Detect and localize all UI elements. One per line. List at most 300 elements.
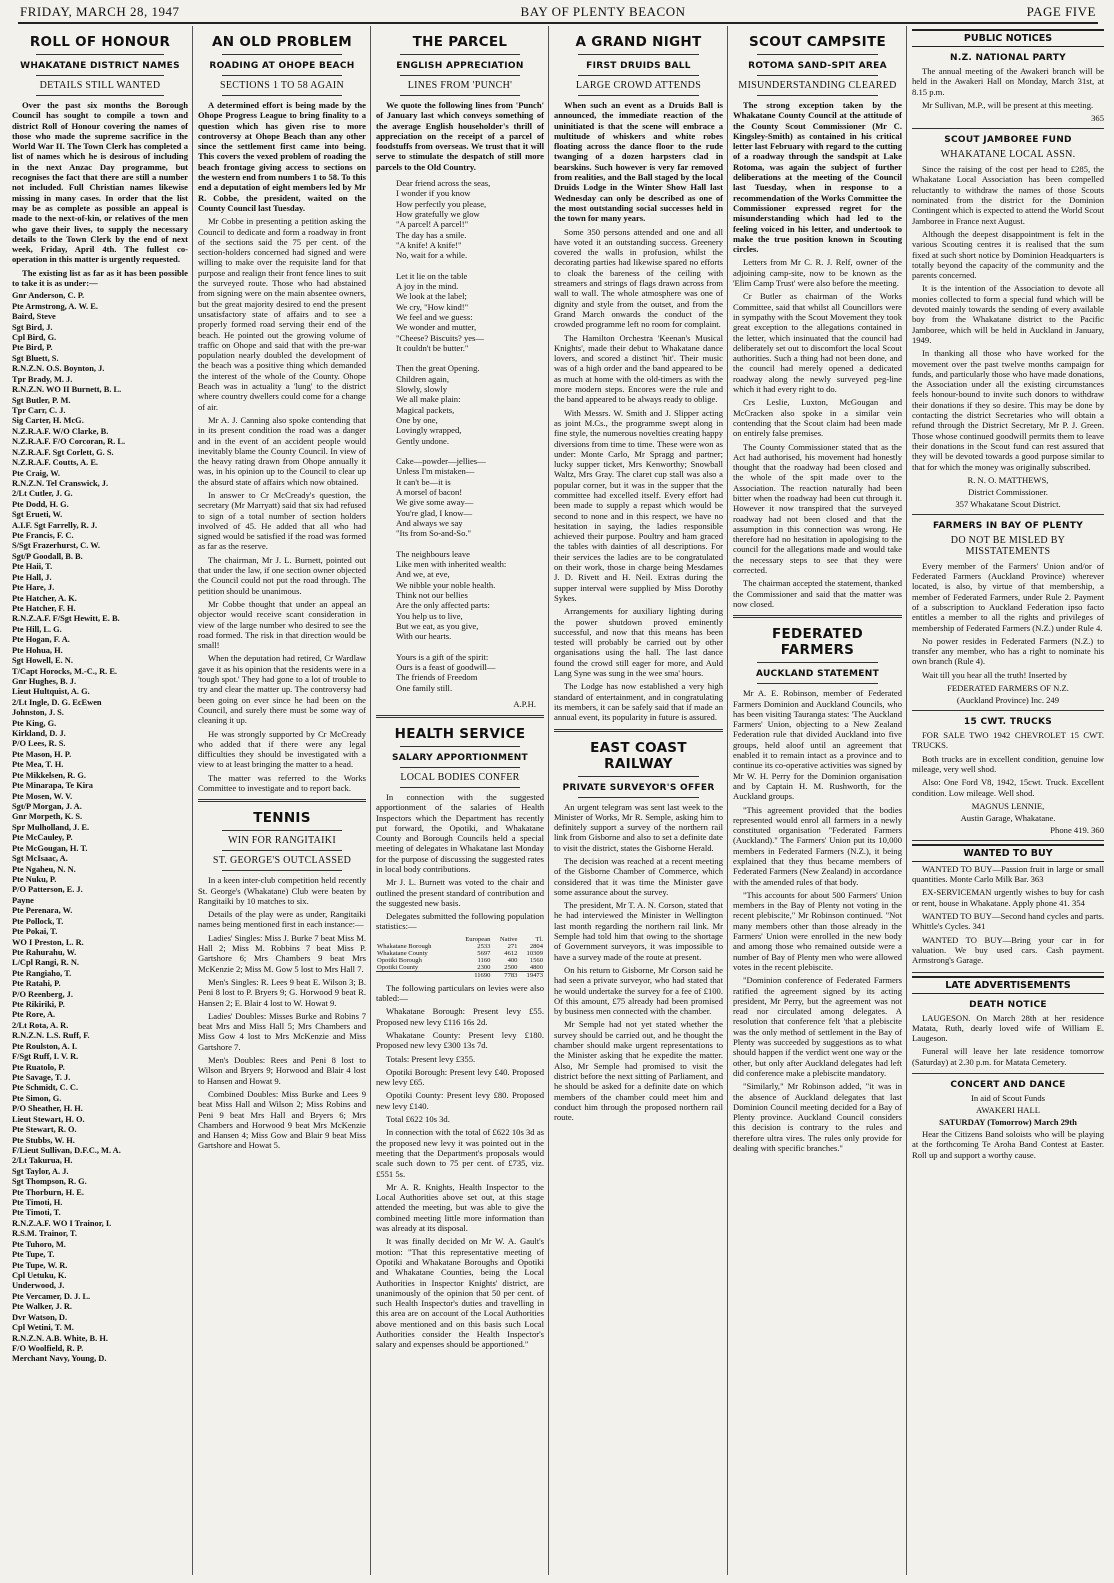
notice-body (912, 561, 1104, 680)
honour-name: Pte Ngaheu, N. N. (12, 864, 76, 874)
article-subhead: MISUNDERSTANDING CLEARED (738, 80, 897, 91)
article-title: AN OLD PROBLEM (212, 34, 352, 50)
article-subhead: ROADING AT OHOPE BEACH (209, 61, 355, 71)
notice-head: N.Z. NATIONAL PARTY (950, 53, 1066, 63)
honour-name: Gnr Morpeth, K. S. (12, 812, 83, 822)
honour-name: N.Z.R.A.F. Coutts, A. E. (12, 458, 99, 468)
divider (222, 830, 342, 831)
notice-head: 15 CWT. TRUCKS (963, 717, 1053, 728)
article-paragraph: Arrangements for auxiliary lighting during the power shutdown proved eminently successful, and now that this means has been tested will probably be carried out by other organisations using the hall. The last dance found the crowd still eager for more, and Auld Lang Syne was sung in the wee sma' hours. (554, 606, 723, 679)
article-subhead: DETAILS STILL WANTED (39, 80, 161, 91)
signature: A.P.H. (513, 698, 536, 709)
honour-name: Spr Mulholland, J. E. (12, 822, 90, 832)
article-paragraph: Ladies' Singles: Miss J. Burke 7 beat Miss M. Hall 2; Miss M. Robbins 7 beat Miss P. Gartshore 6; Mrs Chambers 9 beat Mrs McKenzie 2; Miss M. Gow 5 lost to Mrs Hall 7. (198, 932, 366, 974)
article-paragraph: WANTED TO BUY—Bring your car in for valuation. We buy used cars. Cash payment. Armstrong's Garage. (912, 934, 1104, 966)
honour-name: Pte Mason, H. P. (12, 749, 72, 759)
honour-name: Pte Walker, J. R. (12, 1302, 73, 1312)
honour-name: Sgt Erueti, W. (12, 510, 63, 520)
honour-name: Merchant Navy, Young, D. (12, 1354, 107, 1364)
table-cell: 2533 (477, 942, 491, 950)
article-body (733, 688, 902, 1153)
honour-name: R.N.Z.A.F. F/Sgt Hewitt, E. B. (12, 614, 120, 624)
article-paragraph: The existing list as far as it has been possible to take it is as under:— (12, 267, 188, 289)
article-paragraph: Since the raising of the cost per head to £285, the Whakatane Local Association has been compelled reluctantly to withdraw the names of those Scouts nominated from the district for the Dominion Contingent which is expected to attend the World Scout Jamboree in France next August. (912, 164, 1104, 226)
table-cell: 1560 (529, 956, 543, 964)
article-title: EAST COAST RAILWAY (590, 739, 687, 772)
honour-name: Sgt Taylor, A. J. (12, 1166, 69, 1176)
divider (757, 95, 878, 96)
article-paragraph: Cr Butler as chairman of the Works Committee, said that whilst all Councillors were in sympathy with the Scout Movement they took great exception to the allegations contained in the letter, which insinuated that the council had deliberately set out to discomfort the local Scout authorities. Such a thing had not been done, and the council had merely opened a dedicated roadway along the newly surveyed peg-line which it had every right to do. (733, 291, 902, 395)
honour-name: Pte Minarapa, Te Kira (12, 781, 93, 791)
column-grand-night (550, 26, 727, 1577)
honour-name: Tpr Brady, M. J. (12, 374, 73, 384)
article-body (554, 227, 723, 723)
article-subhead: PRIVATE SURVEYOR'S OFFER (562, 782, 715, 793)
article-subhead: LINES FROM 'PUNCH' (407, 80, 513, 91)
honour-name: Pte Mosen, W. V. (12, 791, 73, 801)
honour-name: Pte Dodd, H. G. (12, 499, 69, 509)
poem: Dear friend across the seas, I wonder if you know How perfectly you please, How gratefully we glow "A parcel! A parcel!" The day has a smile. "A knife! A knife!" No, wait for a while. Let it lie on the table A joy in the mind. We look at the label; We cry, "How kind!" We feel and we guess: We wonder and mutter, "Cheese? Biscuits? yes— It couldn't be butter." Then the great Opening. Children again, Slowly, slowly We all make plain: Magical packets, One by one, Lovingly wrapped, Gently undone. Cake—powder—jellies— Unless I'm mistaken— It can't be—it is A morsel of bacon! We give some away— You're glad, I know— And always we say "Its from So-and-So." The neighbours leave Like men with inherited wealth: And we, at eve, We nibble your noble health. Think not our bellies Are the only affected parts: You help us to live, But we eat, as you give, With our hearts. Yours is a gift of the spirit: Ours is a feast of goodwill— The friends of Freedom One family still. (396, 178, 507, 693)
table-total-row (376, 971, 544, 979)
divider (578, 95, 699, 96)
honour-name: Pte Hogan, F. A. (12, 635, 70, 645)
divider (222, 75, 342, 76)
article-paragraph: No power resides in Federated Farmers (N.Z.) to transfer any member, who has a right to nominate his own branch (Rule 4). (912, 635, 1104, 667)
notice-text: Funeral will leave her late residence tomorrow (Saturday) at 2.30 p.m. for Matata Cemetery. (912, 1046, 1104, 1067)
divider (757, 75, 878, 76)
article-paragraph: He was strongly supported by Cr McCready who added that if there were any legal difficulties they should be investigated with a view to at least bringing the matter to a head. (198, 728, 366, 770)
table-header-cell: Native (499, 935, 518, 943)
masthead-page: PAGE FIVE (1026, 4, 1096, 19)
article-paragraph: WANTED TO BUY—Second hand cycles and parts. Whittle's Cycles. 341 (912, 911, 1104, 932)
article-paragraph: Crs Leslie, Luxton, McGougan and McCracken also spoke in a similar vein contending that the Scout claim had been made on entirely false premises. (733, 397, 902, 439)
divider (36, 95, 164, 96)
honour-name: Pte Haii, T. (12, 562, 53, 572)
article-paragraph: It is the intention of the Association to devote all monies collected to form a special fund which will be devoted mainly towards the sending of every available boy from the Whakatane district to the Pacific Jamboree, which will be held in Auckland in January, 1949. (912, 283, 1104, 345)
table-cell: 400 (507, 956, 518, 964)
article-title: SCOUT CAMPSITE (748, 34, 887, 50)
column-public-notices (908, 26, 1108, 1577)
honour-name: R.S.M. Trainor, T. (12, 1229, 77, 1239)
table-row (376, 964, 544, 972)
article-body (554, 802, 723, 1123)
table-header (376, 936, 544, 943)
notice-signature: District Commissioner. (968, 486, 1048, 497)
honour-name: Pte Bird, P. (12, 343, 53, 353)
masthead-title: BAY OF PLENTY BEACON (520, 4, 686, 19)
article-subhead: SECTIONS 1 TO 58 AGAIN (219, 80, 345, 91)
article-paragraph: Mr Cobbe thought that under an appeal an objector would receive scant consideration in view of the large number who desired to see the road formed. The risk in that direction would be small! (198, 598, 366, 651)
notice-text: Also: One Ford V8, 1942, 15cwt. Truck. Excellent condition. Low mileage. Well shod. (912, 777, 1104, 798)
honour-name: Sgt Bluett, S. (12, 353, 59, 363)
honour-name: Pte Mea, T. H. (12, 760, 64, 770)
honour-name: P/O Reenberg, J. (12, 989, 73, 999)
notice-subhead: DO NOT BE MISLED BY MISSTATEMENTS (950, 534, 1066, 557)
honour-name: Payne (12, 895, 34, 905)
notice-trucks (912, 717, 1104, 841)
article-paragraph: Delegates submitted the following population statistics:— (376, 911, 544, 932)
honour-name: P/O Lees, R. S. (12, 739, 66, 749)
divider (757, 662, 878, 663)
divider (36, 75, 164, 76)
honour-name: Cpl Bird, G. (12, 333, 57, 343)
article-paragraph: An urgent telegram was sent last week to the Minister of Works, Mr R. Semple, asking him to definitely support a survey of the northern rail link from Gisborne and also to set a definite date to visit the district, states the Gisborne Herald. (554, 801, 723, 853)
article-paragraph: The decision was reached at a recent meeting of the Gisborne Chamber of Commerce, which considered that it was time the Minister gave some assurance about the survey. (554, 856, 723, 897)
article-subhead: LOCAL BODIES CONFER (400, 771, 520, 783)
article-paragraph: Although the deepest disappointment is felt in the various Scouting centres it is realised that the sum fixed at such short notice by Dominion Headquarters is totally beyond the capacity of the community and the parents concerned. (912, 228, 1104, 281)
notice-text: LAUGESON. On March 28th at her residence Matata, Ruth, dearly loved wife of William E. Laugeson. (912, 1012, 1104, 1044)
notice-number: 365 (1091, 113, 1104, 124)
divider (400, 746, 520, 747)
divider (578, 797, 699, 798)
article-subhead: AUCKLAND STATEMENT (755, 669, 880, 680)
table-header-cell: Tl. (535, 935, 543, 943)
article-paragraph: Letters from Mr C. R. J. Relf, owner of the adjoining camp-site, now to be known as the 'Elim Camp Trust' were also before the meeting. (733, 257, 902, 289)
honour-name: Pte Hare, J. (12, 583, 55, 593)
article-subhead: ROTOMA SAND-SPIT AREA (748, 61, 887, 71)
honour-name: Pte Hohua, H. (12, 645, 63, 655)
notice-farmers (912, 521, 1104, 711)
honour-name: Pte Schmidt, C. C. (12, 1083, 79, 1093)
table-cell: Opotiki County (377, 963, 419, 971)
honour-name: Gnr Anderson, C. P. (12, 291, 85, 301)
honour-name: Pte Rikiriki, P. (12, 1000, 65, 1010)
article-body (198, 216, 366, 793)
notice-signature: MAGNUS LENNIE, (971, 800, 1045, 811)
divider (36, 54, 164, 55)
article-subhead: LARGE CROWD ATTENDS (575, 80, 702, 91)
honour-name: Sgt Bird, J. (12, 322, 53, 332)
honour-name: Pte Pollock, T. (12, 916, 64, 926)
honour-name: Pte Vercamer, D. J. L. (12, 1291, 91, 1301)
honour-name: Gnr Hughes, B. J. (12, 676, 77, 686)
article-paragraph: Whakatane County: Present levy £180. Proposed new levy £300 13s 7d. (376, 1029, 544, 1051)
notice-text: Both trucks are in excellent condition, genuine low mileage, very well shod. (912, 753, 1104, 774)
divider (222, 95, 342, 96)
divider (222, 870, 342, 871)
article-paragraph: "Dominion conference of Federated Farmers ratified the agreement signed by its acting president, Mr Perry, but the agreement was not read nor circulated among delegates. A resolution that conference felt 'that a plebiscite was the only method of settlement in the Bay of Plenty was succeeded by suggestions as to what should happen if the verdict went one way or the other, but only after Auckland delegates had left did conference make a plebiscite mandatory. (733, 975, 902, 1078)
article-paragraph: Totals: Present levy £355. (386, 1053, 476, 1064)
column-scout-campsite (729, 26, 906, 1577)
honour-name: F/O Woolfield, R. P. (12, 1343, 84, 1353)
table-row (376, 943, 544, 950)
honour-name: Kirkland, D. J. (12, 729, 66, 739)
article-paragraph: When the deputation had retired, Cr Wardlaw gave it as his opinion that the residents were in a 'tough spot.' They had gone to a lot of trouble to try and clear the matter up. The controversy had been going on ever since he had been on the Council, and surely there must be some way of cleaning it up. (198, 653, 366, 726)
notice-head: SCOUT JAMBOREE FUND (944, 135, 1072, 146)
divider (578, 54, 699, 55)
column-the-parcel (372, 26, 548, 1577)
honour-name: Sgt Butler, P. M. (12, 395, 71, 405)
article-paragraph: The County Commissioner stated that as the Act had authorised, his movement had honestly thought that the roadway had been closed and the whole of the spit made over to the Association. The reaction naturally had been bitter when the roadway had been cut through it. However it now transpired that the surveyed roadway had not been closed and that the assumption in this connection was wrong. He therefore had no hesitation in apologising to the council for the allegations made and would take the necessary steps to see that they were corrected. (733, 441, 902, 576)
article-paragraph: The following particulars on levies were also tabled:— (376, 982, 544, 1004)
article-paragraph: Details of the play were as under, Rangitaiki names being mentioned first in each instance:— (198, 909, 366, 930)
notice-head: FARMERS IN BAY OF PLENTY (932, 520, 1084, 531)
article-paragraph: Men's Doubles: Rees and Peni 8 lost to Wilson and Bryers 9; Horwood and Blair 4 lost to Hansen and Howat 9. (198, 1055, 366, 1086)
article-paragraph: The president, Mr T. A. N. Corson, stated that he had interviewed the Minister in Wellington last month regarding the northern rail link. Mr Semple had told him that owing to the shortage of Government surveyors, it was impossible to have a survey made of the route at present. (554, 900, 723, 962)
divider (554, 729, 723, 732)
article-title: FEDERATED FARMERS (771, 626, 863, 659)
article-lead: When such an event as a Druids Ball is announced, the immediate reaction of the uninitiated is that the scene will embrace a multitude of whiskers and white robes floating across the dance floor to the rude twanging of a dozen harpsters clad in bearskins. Such however is very far removed from realities, and the Ball staged by the local Druids Lodge in the Winter Show Hall last Wednesday can only be described as one of the most outstanding social successes held in the town for many years. (554, 100, 723, 224)
honour-name: R.N.Z.N. WO II Burnett, B. L. (12, 385, 122, 395)
honour-name: Pte Tuhoro, M. (12, 1239, 66, 1249)
notice-national-party (912, 53, 1104, 129)
table-cell: Opotiki Borough (377, 956, 422, 964)
honour-name: N.Z.R.A.F. W/O Clarke, B. (12, 426, 109, 436)
notice-signature: Phone 419. 360 (1050, 824, 1104, 835)
honour-name: Sgt/P Morgan, J. A. (12, 802, 82, 812)
article-paragraph: Total £622 10s 3d. (386, 1114, 450, 1125)
honour-name: Pte Simon, G. (12, 1093, 62, 1103)
honour-name: Pte Armstrong, A. W. E. (12, 301, 98, 311)
notice-concert (912, 1080, 1104, 1160)
article-paragraph: With Messrs. W. Smith and J. Slipper acting as joint M.Cs., the programme swept along in fine style, the numerous novelties creating happy diversions from time to time. These were won as under: Monte Carlo, Mr Spragg and partner; lucky supper ticket, Mrs Kenworthy; Snowball Waltz, Mrs Gray. The claret cup stall was also a popular corner, but it was in the supper that the committee had excelled itself. Every effort had been made to supply a repast which would be second to none and in this respect, we have no hesitation in saying, the ladies responsible achieved their purpose. Poultry and ham graced the tables with dainties of all descriptions. For their services the ladies are to be congratulated on their work, those in charge being Mesdames J. D. Rivett and H. Neil. Extras during the supper interval were supplied by Miss Dorothy Sykes. (554, 407, 723, 603)
article-title: THE PARCEL (412, 34, 508, 50)
honour-name: Cpl Wetini, T. M. (12, 1323, 74, 1333)
honour-name: Johnston, J. S. (12, 708, 64, 718)
article-paragraph: Mr Semple had not yet stated whether the survey should be carried out, and he thought the chamber should make urgent representations to the Minister asking that he expedite the matter. Also, Mr Semple had promised to visit the district before the next sitting of Parliament, and he should be asked for a definite date on which members of the chamber could meet him and conduct him through the proposed northern rail route. (554, 1019, 723, 1123)
article-body (376, 983, 544, 1350)
honour-name: Pte Timoti, T. (12, 1208, 61, 1218)
table-header-cell: European (465, 935, 491, 943)
table-cell: 5697 (477, 949, 491, 957)
article-paragraph: The chairman, Mr J. L. Burnett, pointed out that under the law, if one section owner objected the Council could not put the road through. The petition should be unanimous. (198, 554, 366, 596)
divider (198, 799, 366, 802)
article-paragraph: In answer to Cr McCready's question, the secretary (Mr Marryatt) said that six had refused to sign of a total number of section holders involved of 45. He added that all who had signed would be satisfied if the road was formed as far as the reserve. (198, 489, 366, 552)
notice-text: Hear the Citizens Band soloists who will be playing at the forthcoming Te Aroha Band Contest at Easter. Roll up and support a worthy cause. (912, 1129, 1104, 1160)
honour-name: Sig Carter, H. McG. (12, 416, 84, 426)
honour-name: T/Capt Horocks, M.-C., R. E. (12, 666, 117, 676)
honour-name: Pte Nuku, P. (12, 874, 57, 884)
honour-name: Pte Pokai, T. (12, 927, 58, 937)
honour-name: P/O Sheather, H. H. (12, 1104, 83, 1114)
article-title: TENNIS (253, 810, 311, 827)
notice-wanted (912, 844, 1104, 973)
honour-name: Pte Hatcher, A. K. (12, 593, 77, 603)
masthead (20, 3, 1096, 21)
table-cell (376, 971, 454, 979)
article-paragraph: "Similarly," Mr Robinson added, "it was in the absence of Auckland delegates that last Dominion Council meeting decided for a Bay of Plenty province. Auckland Council considers this decision is contrary to the rules and therefore ultra vires. The rules only provide for dealing with specific branches." (733, 1081, 902, 1154)
honour-name: Dvr Watson, D. (12, 1312, 68, 1322)
honour-name: Pte Hatcher, F. H. (12, 604, 76, 613)
honour-name: Pte Hill, L. G. (12, 624, 62, 634)
honour-name: Sgt/P Goodall, B. B. (12, 551, 83, 561)
article-subhead: SALARY APPORTIONMENT (391, 752, 529, 763)
table-cell: Whakatane Borough (377, 942, 432, 950)
honour-name: Pte Tupe, T. (12, 1250, 55, 1260)
honour-name: 2/Lt Ingle, D. G. EcEwen (12, 697, 102, 707)
article-lead: A determined effort is being made by the Ohope Progress League to bring finality to a question which has given rise to more controversy at Ohope Beach than any other since the settlement first came into being. This covers the vexed problem of roading the beach frontage giving access to sections on the western end from numbers 1 to 58. To this end a deputation of eight members led by Mr R. Cobbe, the president, waited on the County Council last Tuesday. (198, 100, 366, 213)
honour-name: Pte Ratahi, P. (12, 979, 61, 989)
article-paragraph: The Hamilton Orchestra 'Keenan's Musical Knights', made their debut to Whakatane dance lovers, and scored a distinct 'hit'. Their music was of a high order and the band appeared to be as much at home with the old-timers as with the more modern steps. Encores were the rule and the band appeared to be always ready to oblige. (554, 332, 723, 405)
population-table (376, 936, 544, 979)
honour-name: Pte McGougan, H. T. (12, 843, 88, 853)
honour-name: N.Z.R.A.F. Sgt Corlett, G. S. (12, 447, 114, 457)
article-title: ROLL OF HONOUR (29, 34, 171, 50)
article-paragraph: Mr J. L. Burnett was voted to the chair and outlined the present standard of contribution and the suggested new basis. (376, 877, 544, 908)
notice-signature: Austin Garage, Whakatane. (960, 812, 1056, 823)
masthead-date: FRIDAY, MARCH 28, 1947 (20, 4, 180, 19)
honour-name: Pte Timoti, H. (12, 1198, 63, 1208)
honour-name: 2/Lt Cutler, J. G. (12, 489, 73, 499)
honour-name: Pte Ruatolo, P. (12, 1062, 65, 1072)
notice-subhead: DEATH NOTICE (969, 999, 1047, 1010)
article-paragraph: In connection with the total of £622 10s 3d as the proposed new levy it was pointed out in the meeting that the Department's proposals would scale such down to 75 per cent. of £735, viz. £551 5s. (376, 1127, 544, 1179)
section-title: PUBLIC NOTICES (912, 29, 1104, 47)
honour-name: Pte Rangiaho, T. (12, 968, 72, 978)
honour-name: Pte Mikkelsen, R. G. (12, 770, 86, 780)
table-cell: 271 (507, 942, 518, 950)
article-paragraph: In connection with the suggested apportionment of the salaries of Health Inspectors which the Department has recently put forward, the Opotiki, and Whakatane County and Borough Councils held a special meeting of delegates in Whakatane last Monday for the purpose of discussing the suggested rates in local body contributions. (376, 791, 544, 874)
article-paragraph: Over the past six months the Borough Council has sought to compile a town and district Roll of Honour covering the names of those who made the supreme sacrifice in the World War II. The Town Clerk has completed a list of names which he is desirous of including in the next Anzac Day programme, but recognises the fact that there are still a number not included. Full Christian names likewise missing in many cases. In order that the list may be as complete as possible an appeal is made to the next-of-kin, or relatives of the men who gave their lives, to supply the necessary details to the Town Clerk by the end of next week, Friday, April 4th. The fullest co-operation in this matter is urgently requested. (12, 100, 188, 265)
article-paragraph: In a keen inter-club competition held recently St. George's (Whakatane) Club were beaten by Rangitaiki by 10 matches to six. (198, 875, 366, 906)
column-roll-of-honour (8, 26, 192, 1577)
article-paragraph: Ladies' Doubles: Misses Burke and Robins 7 beat Mrs and Miss Hall 5; Mrs Chambers and Miss Gow 4 lost to Mrs McKenzie and Miss Gartshore 7. (198, 1010, 366, 1052)
honour-name: Sgt Howell, E. N. (12, 656, 73, 666)
divider (222, 850, 342, 851)
notice-text: The annual meeting of the Awakeri branch will be held in the Awakeri Hall on Monday, March 31st, at 8.15 p.m. (912, 66, 1104, 97)
divider (757, 683, 878, 684)
article-paragraph: The Lodge has now established a very high standard of entertainment, and in congratulating its members, it can be safely said that if made an annual event, its popularity in future is assured. (554, 681, 723, 723)
honour-name: Pte McCauley, P. (12, 833, 73, 843)
honour-name: Pte Savage, T. J. (12, 1072, 71, 1082)
article-subhead: ST. GEORGE'S OUTCLASSED (212, 855, 352, 867)
article-paragraph: Men's Singles: R. Lees 9 beat E. Wilson 3; B. Peni 8 lost to P. Bryers 9; G. Horwood 9 beat R. Hansen 2; E. Blair 4 lost to W. Howat 9. (198, 976, 366, 1008)
table-cell: 2804 (529, 942, 543, 950)
article-paragraph: Mr Cobbe in presenting a petition asking the Council to dedicate and form a roadway in front of the sections said the 75 per cent. of the section-holders concerned had signed and were willing to make over the requisite land for that purpose and realign their front fence lines to suit the surveyed route. Those who had abstained from signing were on the main absentee owners, but the great majority desired to end the present unsatisfactory state of affairs and to see a properly formed road serving their end of the beach. He pointed out the growing volume of traffic on Ohope and said that with the pre-war population nearly doubled the development of the beach was a positive thing which demanded the interest of the whole of the County. Ohope Beach was in actuality a 'lung' to the district where country dwellers could come for a change of air. (198, 216, 366, 412)
honour-name: R.N.Z.N. L.S. Ruff, F. (12, 1031, 90, 1041)
divider (578, 776, 699, 777)
honour-name: F/Lieut Sullivan, D.F.C., M. A. (12, 1145, 121, 1155)
article-title: HEALTH SERVICE (394, 725, 526, 742)
article-subhead: WHAKATANE DISTRICT NAMES (20, 61, 180, 71)
honour-name: 2/Lt Takurua, H. (12, 1156, 73, 1166)
table-cell: 4800 (529, 963, 543, 971)
article-paragraph: Mr A. R. Knights, Health Inspector to the Local Authorities above set out, at this stage attended the meeting, but was able to give the combined meeting little more information than was already at its disposal. (376, 1181, 544, 1234)
divider (578, 75, 699, 76)
notice-text: SATURDAY (Tomorrow) March 29th (939, 1117, 1077, 1127)
honour-name: Pte Stewart, R. O. (12, 1125, 77, 1135)
notice-scout-jamboree (912, 135, 1104, 515)
honour-name: Pte Stubbs, W. H. (12, 1135, 75, 1145)
article-subhead: WIN FOR RANGITAIKI (228, 835, 336, 847)
article-paragraph: The matter was referred to the Works Committee to investigate and to report back. (198, 772, 366, 793)
article-paragraph: On his return to Gisborne, Mr Corson said he had seen a private surveyor, who had stated that he would undertake the survey for a fee of £100. Of this amount, £75 already had been promised by business men connected with the chamber. (554, 964, 723, 1017)
honour-name: Pte Hall, J. (12, 572, 52, 582)
honour-name: Lieut Stewart, H. O. (12, 1114, 85, 1124)
honour-name: Pte Rahurahu, W. (12, 947, 77, 957)
notice-body (912, 164, 1104, 472)
honour-name: P/O Patterson, E. J. (12, 885, 83, 895)
notice-signature: FEDERATED FARMERS OF N.Z. (947, 683, 1069, 694)
notice-text: Mr Sullivan, M.P., will be present at this meeting. (922, 99, 1094, 110)
honour-list (12, 291, 188, 1364)
article-title: A GRAND NIGHT (575, 34, 702, 50)
article-paragraph: Opotiki Borough: Present levy £40. Proposed new levy £65. (376, 1066, 544, 1088)
honour-name: Baird, Steve (12, 312, 56, 322)
article-paragraph: "This accounts for about 500 Farmers' Union members in the Bay of Plenty not voting in the recent plebiscite," Mr Robinson continued. "Not many members other than those already in the Farmers' Union were enrolled in the new body and among those who remained outside were a number of Bay of Plenty men who were allowed votes in the recent plebiscite. (733, 889, 902, 972)
divider (376, 715, 544, 718)
divider (400, 95, 520, 96)
article-paragraph: It was finally decided on Mr W. A. Gault's motion: "That this representative meeting of Opotiki and Whakatane Boroughs and Opotiki and Whakatane Counties, being the Local Authorities in Inspector Knights' district, are unanimously of the opinion that 50 per cent. of such Health Inspector's duties and travelling in this area are on account of the Local Authorities above mentioned and on this basis such Local Authorities consider the Health Inspector's salary and expenses should be apportioned." (376, 1236, 544, 1350)
divider (400, 75, 520, 76)
honour-name: Pte Francis, F. C. (12, 531, 74, 541)
article-body (198, 875, 366, 1150)
article-lead: The strong exception taken by the Whakatane County Council at the attitude of the County Scout Commissioner (Mr C. Kingsley-Smith) as contained in his critical letter last February with regard to the cutting of a roadway through the sandspit at Lake Rotoma, was again the subject of further deliberations at the meeting of the Council last Tuesday, when in response to a recommendation of the Works Committee the Commissioner expressed regret for the misunderstanding which had led to the feeling voiced in his letter, and undertook to make the true position known in Scouting circles. (733, 100, 902, 255)
honour-name: 2/Lt Rota, A. R. (12, 1020, 69, 1030)
table-header-cell (376, 936, 454, 943)
divider (757, 54, 878, 55)
article-body (733, 257, 902, 609)
honour-name: WO I Preston, L. R. (12, 937, 84, 947)
article-paragraph: Opotiki County: Present levy £80. Proposed new levy £140. (376, 1090, 544, 1111)
table-cell: 2500 (504, 963, 518, 971)
honour-name: F/Sgt Ruff, I. V. R. (12, 1052, 79, 1062)
article-body (376, 792, 544, 932)
honour-name: R.N.Z.N. Tel Cranswick, J. (12, 478, 109, 488)
article-paragraph: "This agreement provided that the bodies represented would enrol all farmers in a newly constituted organisation "Federated Farmers (Auckland)." The Farmers' Union put its 10,000 members in Federated Farmers (N.Z.), it being explained that they thus became members of Federated Farmers (New Zealand) in accordance with the amended rules of that body. (733, 804, 902, 887)
article-paragraph: Whakatane Borough: Present levy £55. Proposed new levy £116 16s 2d. (376, 1006, 544, 1027)
table-cell: 11690 (454, 971, 492, 979)
notice-signature: 357 Whakatane Scout District. (955, 498, 1061, 509)
article-paragraph: Wait till you hear all the truth! Inserted by (922, 669, 1067, 680)
honour-name: Sgt Thompson, R. G. (12, 1177, 87, 1187)
honour-name: Cpl Uetuku, K. (12, 1271, 67, 1280)
article-paragraph: Every member of the Farmers' Union and/or of Federated Farmers (Auckland Province) wherever located, is also, by virtue of that membership, a member of Federated Farmers, under Rule 2. Payment of a subscription to Auckland Federation ipso facto entitles a member to all the rights and privileges of membership of Federated Farmers (N.Z.) under Rule 4. (912, 560, 1104, 633)
honour-name: A.I.F. Sgt Farrelly, R. J. (12, 520, 98, 530)
table-cell: Whakatane County (377, 949, 428, 957)
column-old-problem (194, 26, 370, 1577)
honour-name: N.Z.R.A.F. F/O Corcoran, R. L. (12, 437, 126, 447)
honour-name: Pte Craig, W. (12, 468, 60, 478)
table-cell: 1160 (477, 956, 491, 964)
table-cell: 2300 (477, 963, 491, 971)
divider (222, 54, 342, 55)
honour-name: L/Cpl Rangi, R. N. (12, 958, 80, 968)
honour-name: Lieut Hultquist, A. G. (12, 687, 90, 697)
article-subhead: FIRST DRUIDS BALL (586, 61, 691, 71)
honour-name: Pte Thorburn, H. E. (12, 1187, 84, 1197)
divider (400, 787, 520, 788)
article-paragraph: The chairman accepted the statement, thanked the Commissioner and said that the matter was now closed. (733, 578, 902, 609)
table-cell: 19473 (518, 971, 544, 979)
article-paragraph: Mr A. J. Canning also spoke contending that in its present condition the road was a danger and in the event of an accident people would inevitably blame the County Council. In view of the heavy rating drawn from Ohope annually it was, in his opinion up to the Council to clear up the absurd state of affairs which now obtained. (198, 414, 366, 487)
table-cell: 4612 (504, 949, 518, 957)
notice-head: WANTED TO BUY (912, 844, 1104, 862)
honour-name: Pte Roulston, A. I. (12, 1041, 78, 1051)
article-lead: We quote the following lines from 'Punch' of January last which conveys something of the average English householder's thrill of appreciation on the receipt of a parcel of foodstuffs from overseas. We trust that it will serve to stimulate the despatch of still more parcels to the Old Country. (376, 100, 544, 172)
divider (400, 54, 520, 55)
honour-name: Pte Tupe, W. R. (12, 1260, 68, 1270)
honour-name: R.N.Z.A.F. WO I Trainor, I. (12, 1218, 112, 1228)
table-row (376, 950, 544, 957)
table-cell: 7783 (491, 971, 518, 979)
table-row (376, 957, 544, 964)
notice-signature: R. N. O. MATTHEWS, (967, 474, 1049, 485)
honour-name: Underwood, J. (12, 1281, 65, 1291)
honour-name: S/Sgt Frazerhurst, C. W. (12, 541, 100, 551)
notice-body (912, 864, 1104, 966)
notice-text: AWAKERI HALL (976, 1105, 1040, 1115)
article-paragraph: Combined Doubles: Miss Burke and Lees 9 beat Miss Hall and Wilson 2; Miss Robins and Peni 9 beat Mrs Hall and Bryers 6; Mrs Chambers and Horwood 9 beat Mrs McKenzie and Hansen 4; Miss Gow and Blair 9 beat Miss Gartshore and Howat 5. (198, 1088, 366, 1151)
article-paragraph: WANTED TO BUY—Passion fruit in large or small quantities. Monte Carlo Milk Bar. 363 (912, 863, 1104, 885)
honour-name: Sgt McIsaac, A. (12, 854, 68, 864)
honour-name: Pte King, G. (12, 718, 57, 728)
table-cell: 10309 (526, 949, 543, 957)
article-paragraph: Some 350 persons attended and one and all have voted it an outstanding success. Greenery covered the walls in profusion, whilst the decorating parties had likewise spared no efforts to cloak the bareness of the ceiling with streamers and strings of flags drawn across from wall to wall. The whole atmosphere was one of dignity and style from the outset, and from the Grand March onwards the conduct of the crowded programme left no room for complaint. (554, 226, 723, 330)
honour-name: Pte Rore, A. (12, 1010, 56, 1020)
notice-late (912, 976, 1104, 1074)
divider (733, 615, 902, 618)
